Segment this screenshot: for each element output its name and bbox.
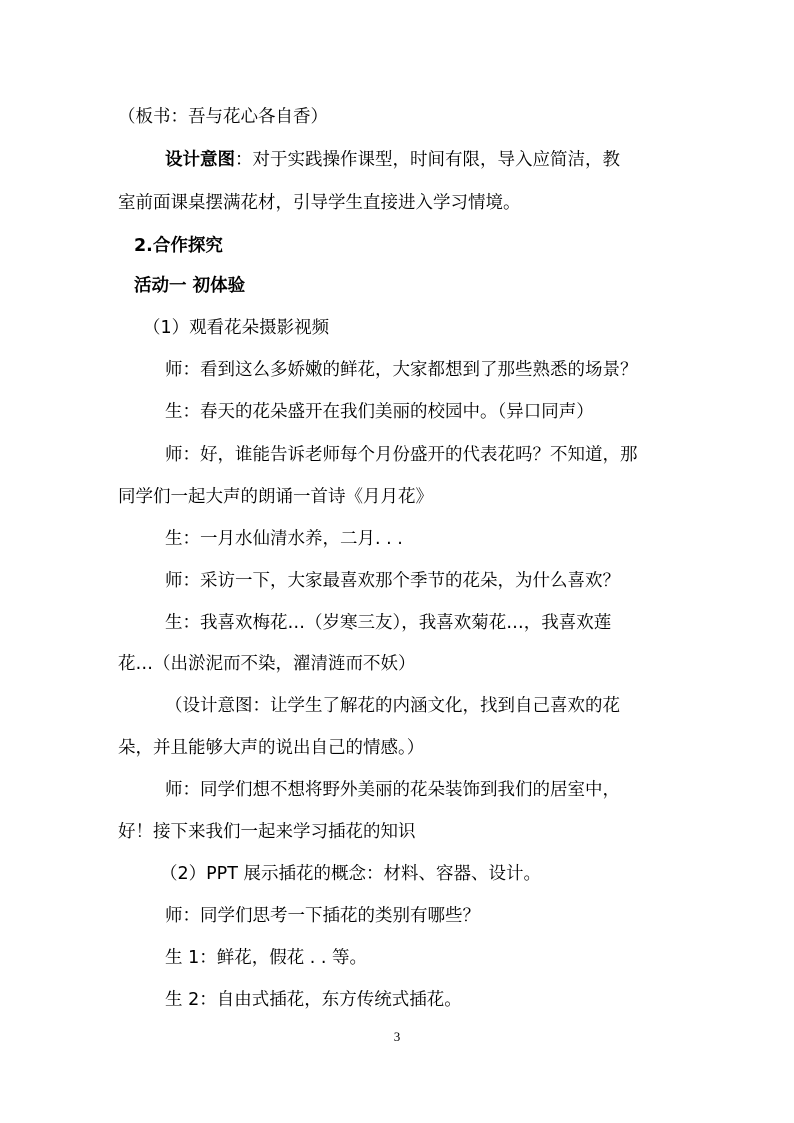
student-2-line: 生 2：自由式插花，东方传统式插花。 — [165, 990, 462, 1010]
design-intent-line-1 — [165, 148, 620, 172]
section-heading: 2.合作探究 — [134, 236, 223, 256]
teacher-line-5: 师：同学们思考一下插花的类别有哪些？ — [165, 906, 480, 926]
design-intent-line-2: 室前面课桌摆满花材，引导学生直接进入学习情境。 — [118, 193, 521, 213]
student-line-1: 生：春天的花朵盛开在我们美丽的校园中。（异口同声） — [165, 402, 594, 422]
student-line-3: 生：我喜欢梅花…（岁寒三友），我喜欢菊花…，我喜欢莲 — [165, 613, 612, 633]
design-intent-label: 设计意图 — [165, 150, 235, 170]
step-2: （2）PPT 展示插花的概念：材料、容器、设计。 — [160, 864, 541, 884]
student-1-line: 生 1：鲜花，假花 . . 等。 — [165, 948, 368, 968]
blackboard-note: （板书：吾与花心各自香） — [118, 107, 328, 127]
design-intent-text: ：对于实践操作课型，时间有限，导入应简洁，教 — [235, 150, 620, 170]
design-intent-2-line-1: （设计意图：让学生了解花的内涵文化，找到自己喜欢的花 — [165, 696, 620, 716]
step-1: （1）观看花朵摄影视频 — [143, 318, 330, 338]
design-intent-2-line-2: 朵，并且能够大声的说出自己的情感。） — [118, 738, 425, 758]
teacher-line-4: 师：同学们想不想将野外美丽的花朵装饰到我们的居室中， — [165, 780, 620, 800]
teacher-line-3: 师：采访一下，大家最喜欢那个季节的花朵，为什么喜欢？ — [165, 571, 620, 591]
teacher-line-2-cont: 同学们一起大声的朗诵一首诗《月月花》 — [118, 487, 433, 507]
teacher-line-2: 师：好，谁能告诉老师每个月份盛开的代表花吗？不知道，那 — [165, 445, 638, 465]
activity-heading: 活动一 初体验 — [134, 276, 246, 296]
page-number: 3 — [393, 1029, 401, 1044]
teacher-line-1: 师：看到这么多娇嫩的鲜花，大家都想到了那些熟悉的场景？ — [165, 360, 638, 380]
student-line-3-cont: 花…（出淤泥而不染，濯清涟而不妖） — [118, 654, 416, 674]
student-line-2: 生：一月水仙清水养，二月. . . — [165, 529, 403, 549]
teacher-line-4-cont: 好！接下来我们一起来学习插花的知识 — [118, 822, 416, 842]
